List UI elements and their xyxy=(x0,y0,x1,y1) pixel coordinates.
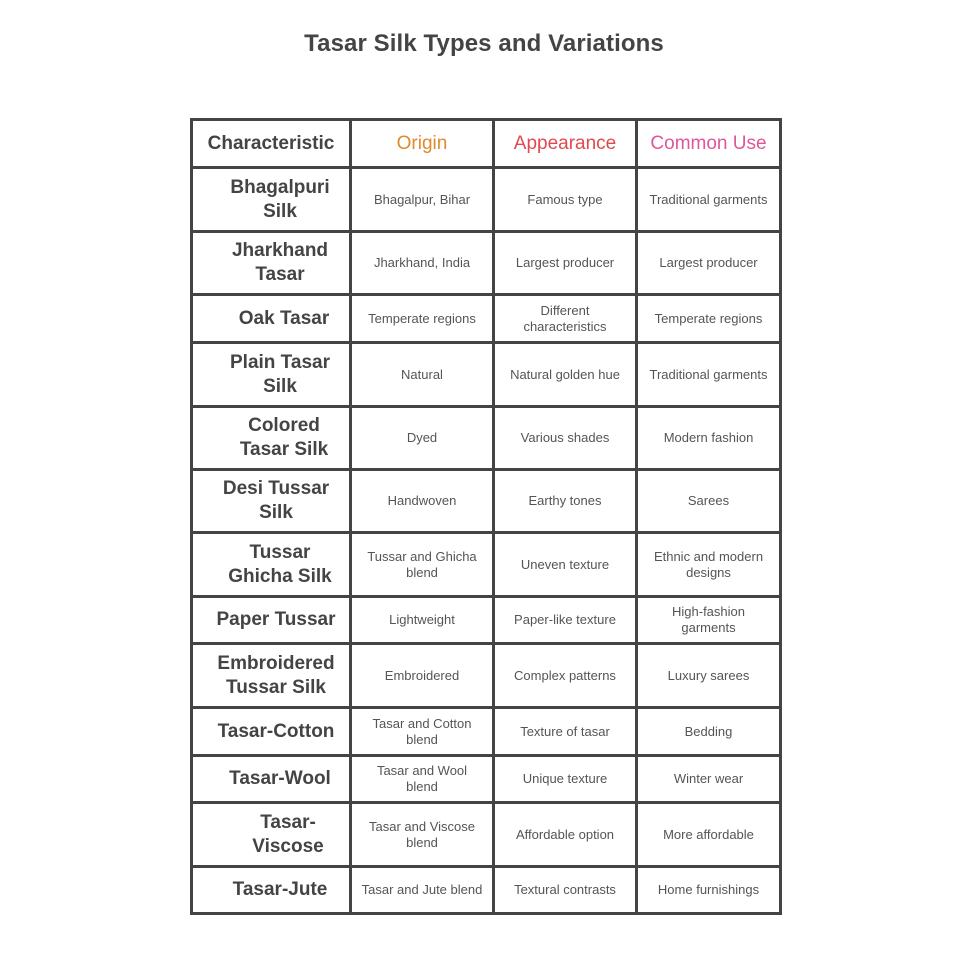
origin-cell: Tasar and Viscose blend xyxy=(351,803,494,867)
origin-cell: Dyed xyxy=(351,407,494,470)
common-use-cell: Ethnic and modern designs xyxy=(637,533,781,597)
row-label xyxy=(192,295,351,343)
row-label xyxy=(192,407,351,470)
row-label xyxy=(192,168,351,232)
appearance-cell: Largest producer xyxy=(494,232,637,295)
silk-type-name: Desi Tussar Silk xyxy=(222,478,330,523)
appearance-cell: Complex patterns xyxy=(494,644,637,708)
header-origin: Origin xyxy=(351,120,494,168)
silk-types-table xyxy=(190,118,782,915)
origin-cell: Tussar and Ghicha blend xyxy=(351,533,494,597)
origin-cell: Tasar and Jute blend xyxy=(351,867,494,914)
page-title: Tasar Silk Types and Variations xyxy=(304,30,664,57)
origin-cell: Tasar and Wool blend xyxy=(351,756,494,803)
row-label xyxy=(192,756,351,803)
silk-type-name: Colored Tasar Silk xyxy=(239,415,329,460)
common-use-cell: Traditional garments xyxy=(637,168,781,232)
silk-type-name: Paper Tussar xyxy=(216,609,336,630)
origin-cell: Natural xyxy=(351,343,494,407)
table-row xyxy=(192,343,781,407)
row-label xyxy=(192,343,351,407)
origin-cell: Tasar and Cotton blend xyxy=(351,708,494,756)
common-use-cell: Home furnishings xyxy=(637,867,781,914)
table-row xyxy=(192,407,781,470)
table-row xyxy=(192,533,781,597)
silk-type-name: Jharkhand Tasar xyxy=(231,240,329,285)
silk-type-name: Tasar-Wool xyxy=(229,768,331,789)
appearance-cell: Uneven texture xyxy=(494,533,637,597)
appearance-cell: Paper-like texture xyxy=(494,597,637,644)
header-common-use: Common Use xyxy=(637,120,781,168)
common-use-cell: Traditional garments xyxy=(637,343,781,407)
origin-cell: Bhagalpur, Bihar xyxy=(351,168,494,232)
table-row xyxy=(192,756,781,803)
common-use-cell: Largest producer xyxy=(637,232,781,295)
table-row xyxy=(192,295,781,343)
table-row xyxy=(192,168,781,232)
table-row xyxy=(192,708,781,756)
table-row xyxy=(192,597,781,644)
table-row xyxy=(192,232,781,295)
origin-cell: Handwoven xyxy=(351,470,494,533)
appearance-cell: Unique texture xyxy=(494,756,637,803)
row-label xyxy=(192,867,351,914)
common-use-cell: Temperate regions xyxy=(637,295,781,343)
header-characteristic: Characteristic xyxy=(192,120,351,168)
origin-cell: Jharkhand, India xyxy=(351,232,494,295)
appearance-cell: Natural golden hue xyxy=(494,343,637,407)
row-label xyxy=(192,803,351,867)
common-use-cell: Winter wear xyxy=(637,756,781,803)
appearance-cell: Textural contrasts xyxy=(494,867,637,914)
silk-type-name: Tasar-Jute xyxy=(232,879,328,900)
origin-cell: Temperate regions xyxy=(351,295,494,343)
table-row xyxy=(192,644,781,708)
appearance-cell: Texture of tasar xyxy=(494,708,637,756)
header-appearance: Appearance xyxy=(494,120,637,168)
row-label xyxy=(192,644,351,708)
silk-type-name: Embroidered Tussar Silk xyxy=(217,652,335,698)
common-use-cell: More affordable xyxy=(637,803,781,867)
common-use-cell: Luxury sarees xyxy=(637,644,781,708)
appearance-cell: Famous type xyxy=(494,168,637,232)
row-label xyxy=(192,470,351,533)
origin-cell: Lightweight xyxy=(351,597,494,644)
appearance-cell: Various shades xyxy=(494,407,637,470)
common-use-cell: Bedding xyxy=(637,708,781,756)
row-label xyxy=(192,232,351,295)
silk-type-name: Plain Tasar Silk xyxy=(230,351,330,397)
silk-type-name: Bhagalpuri Silk xyxy=(230,176,330,222)
silk-type-name: Tasar-Viscose xyxy=(252,811,324,857)
silk-type-name: Oak Tasar xyxy=(238,307,330,329)
table-row xyxy=(192,867,781,914)
origin-cell: Embroidered xyxy=(351,644,494,708)
common-use-cell: Modern fashion xyxy=(637,407,781,470)
appearance-cell: Affordable option xyxy=(494,803,637,867)
row-label xyxy=(192,533,351,597)
silk-type-name: Tussar Ghicha Silk xyxy=(228,541,332,587)
appearance-cell: Earthy tones xyxy=(494,470,637,533)
row-label xyxy=(192,708,351,756)
common-use-cell: Sarees xyxy=(637,470,781,533)
appearance-cell: Different characteristics xyxy=(494,295,637,343)
row-label xyxy=(192,597,351,644)
table-row xyxy=(192,803,781,867)
table-row xyxy=(192,470,781,533)
common-use-cell: High-fashion garments xyxy=(637,597,781,644)
silk-type-name: Tasar-Cotton xyxy=(217,720,335,742)
table-header-row xyxy=(192,120,781,168)
